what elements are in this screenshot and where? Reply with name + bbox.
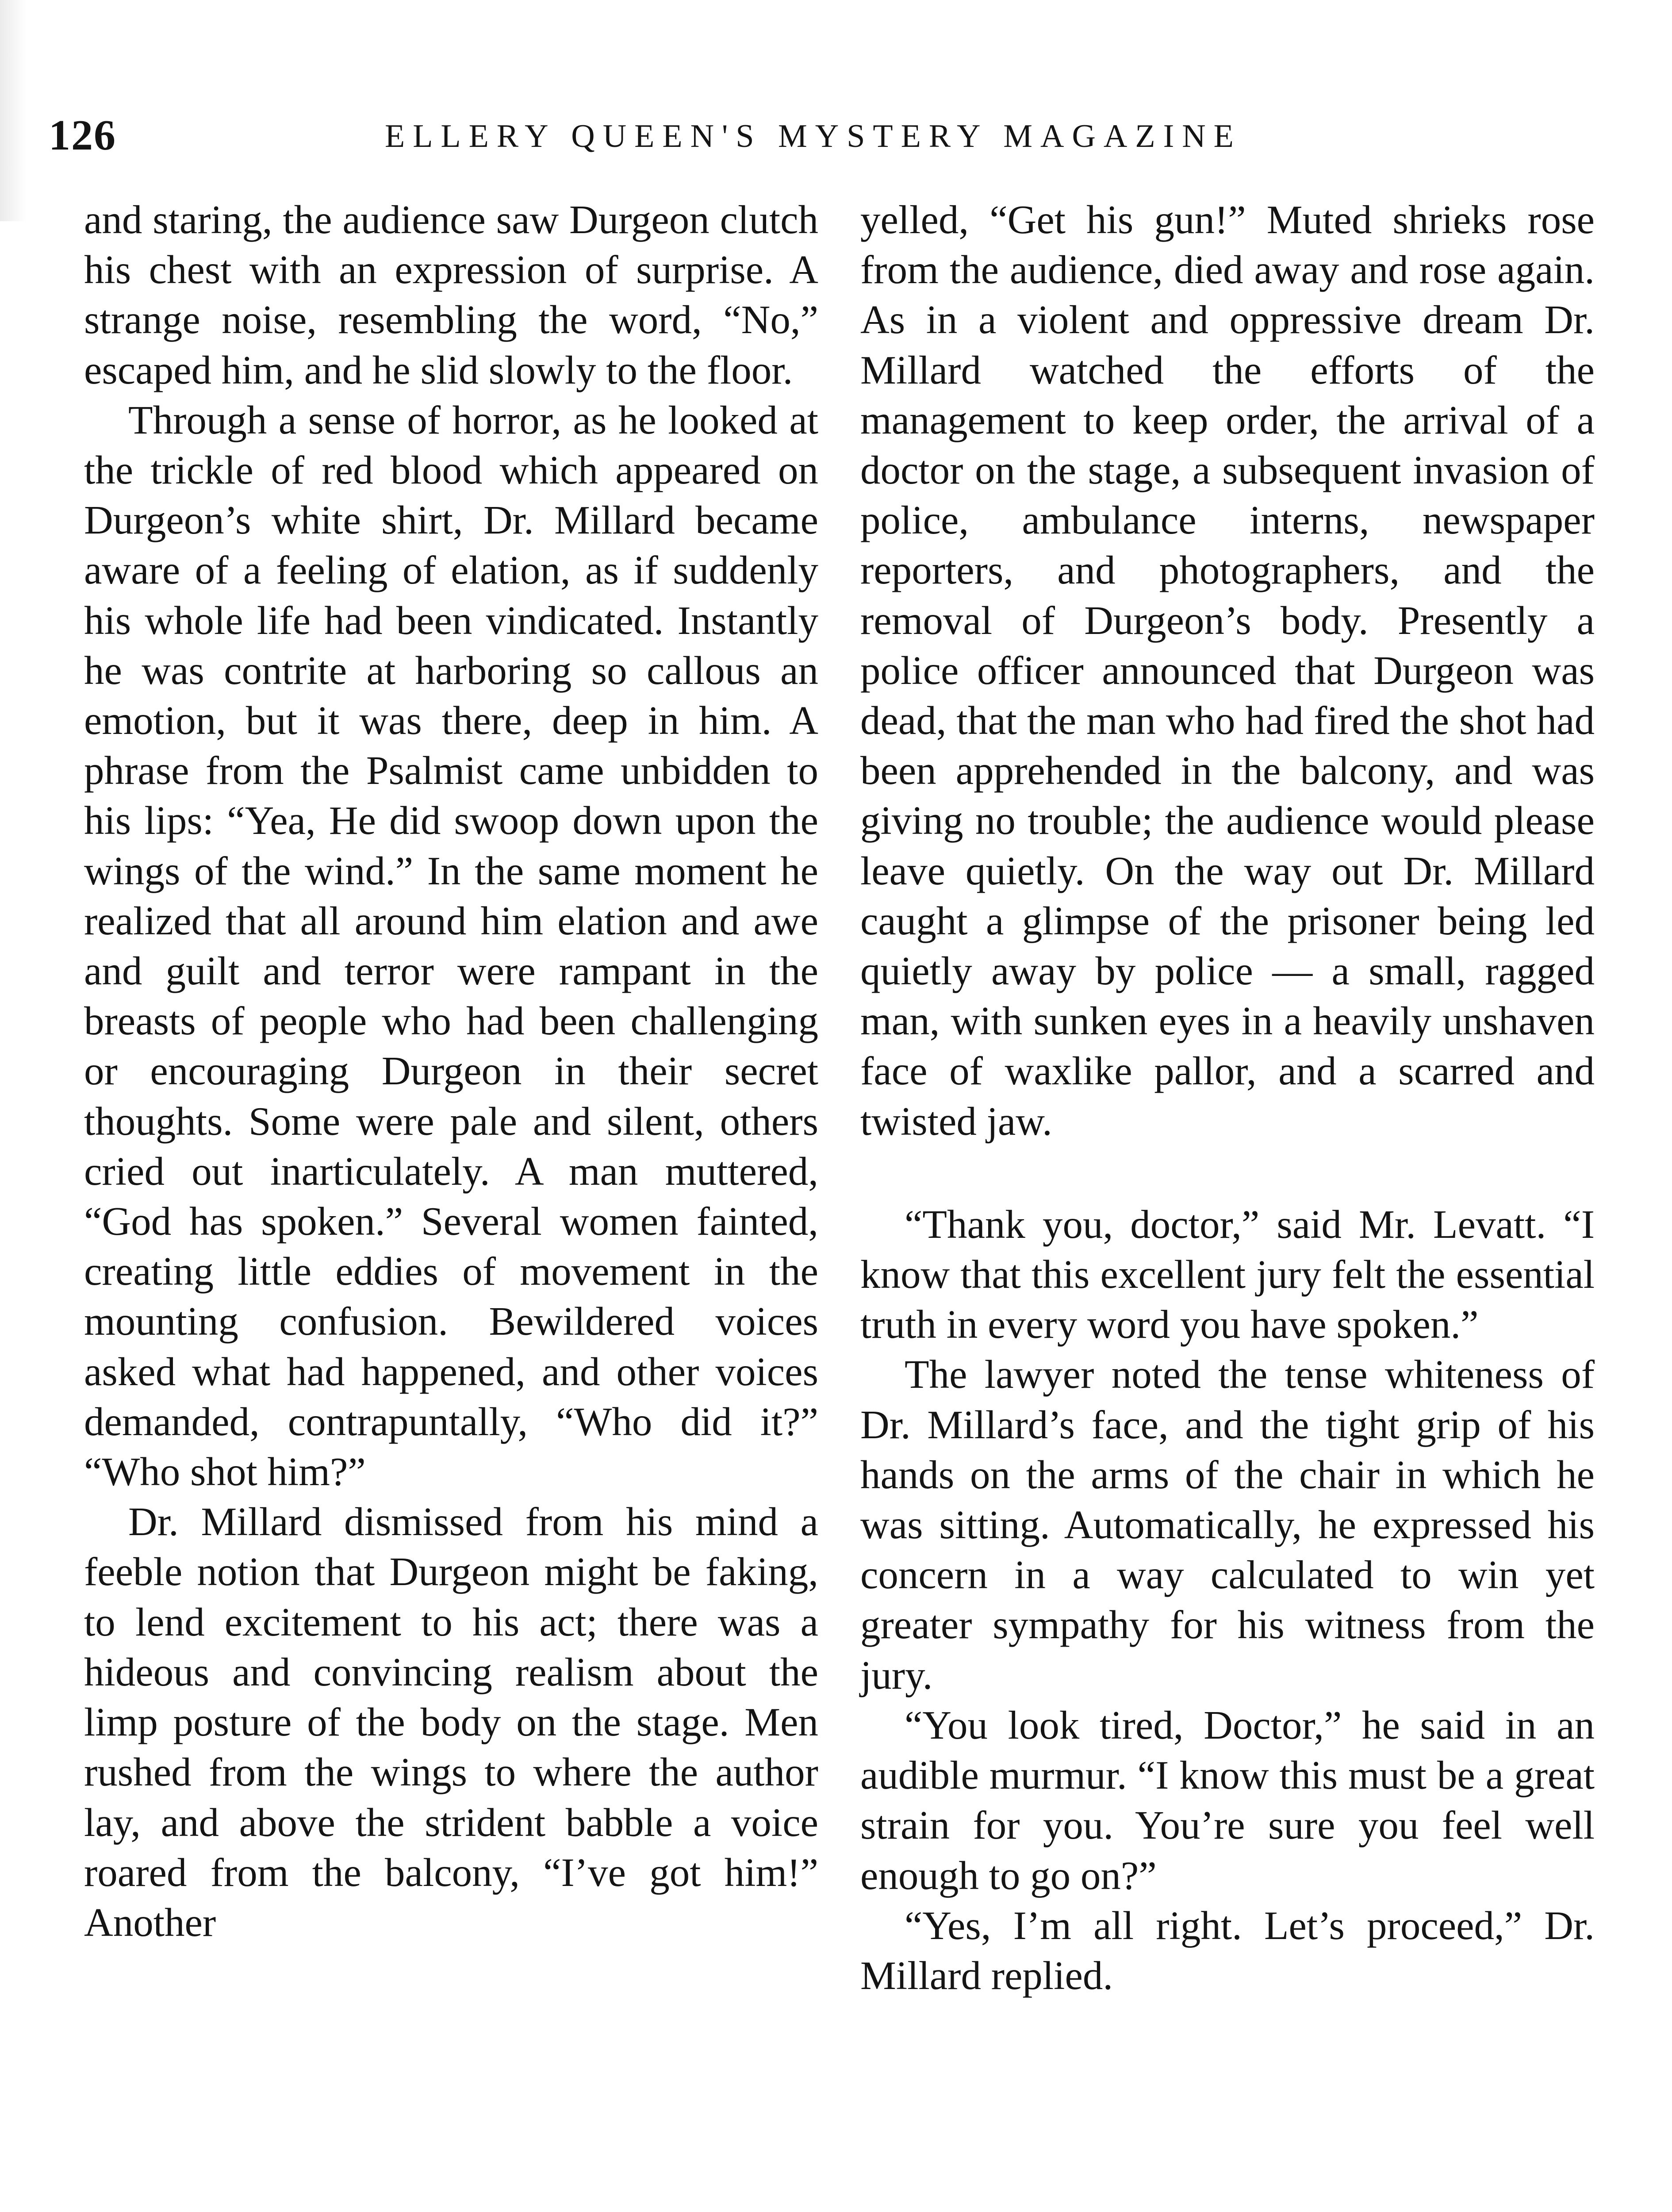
section-break xyxy=(860,1146,1595,1199)
paragraph: yelled, “Get his gun!” Muted shrieks rose from the audience, died away and rose again. As in a violent and oppressive dream Dr. Millard watched the efforts of the management to keep order, the arrival of a doctor on the stage, a subsequent invasion of police, ambulance interns, newspaper reporters, and photographers, and the removal of Durgeon’s body. Presently a police officer announced that Durgeon was dead, that the man who had fired the shot had been apprehended in the balcony, and was giving no trouble; the audience would please leave quietly. On the way out Dr. Millard caught a glimpse of the prisoner being led quietly away by police — a small, ragged man, with sunken eyes in a heavily unshaven face of waxlike pallor, and a scarred and twisted jaw. xyxy=(860,197,1595,1144)
page-number: 126 xyxy=(49,111,116,159)
paragraph: and staring, the audience saw Durgeon clutch his chest with an expression of surprise. A strange noise, resembling the word, “No,” escaped him, and he slid slowly to the floor. xyxy=(84,197,818,392)
paragraph: “Yes, I’m all right. Let’s proceed,” Dr. Millard replied. xyxy=(860,1903,1595,1998)
right-column xyxy=(860,195,1595,2001)
page-header xyxy=(49,111,1597,164)
paragraph: The lawyer noted the tense whiteness of Dr. Millard’s face, and the tight grip of his hands on the arms of the chair in which he was sitting. Automatically, he expressed his concern in a way calculated to win yet greater sympathy for his witness from the jury. xyxy=(860,1352,1595,1697)
paragraph: “Thank you, doctor,” said Mr. Levatt. “I know that this excellent jury felt the essential truth in every word you have spoken.” xyxy=(860,1202,1595,1347)
binding-shadow xyxy=(0,0,27,221)
running-head: ELLERY QUEEN'S MYSTERY MAGAZINE xyxy=(385,118,1242,154)
left-column xyxy=(84,195,818,1947)
paragraph: Dr. Millard dismissed from his mind a feeble notion that Durgeon might be faking, to lend excitement to his act; there was a hideous and convincing realism about the limp posture of the body on the stage. Men rushed from the wings to where the author lay, and above the strident babble a voice roared from the balcony, “I’ve got him!” Another xyxy=(84,1499,818,1945)
paragraph: Through a sense of horror, as he looked at the trickle of red blood which appeared on Durgeon’s white shirt, Dr. Millard became aware of a feeling of elation, as if suddenly his whole life had been vindicated. Instantly he was contrite at harboring so callous an emotion, but it was there, deep in him. A phrase from the Psalmist came unbidden to his lips: “Yea, He did swoop down upon the wings of the wind.” In the same moment he realized that all around him elation and awe and guilt and terror were rampant in the breasts of people who had been challenging or encouraging Durgeon in their secret thoughts. Some were pale and silent, others cried out inarticulately. A man muttered, “God has spoken.” Several women fainted, creating little eddies of movement in the mounting confusion. Bewildered voices asked what had happened, and other voices demanded, contrapuntally, “Who did it?” “Who shot him?” xyxy=(84,397,818,1494)
paragraph: “You look tired, Doctor,” he said in an audible murmur. “I know this must be a great strain for you. You’re sure you feel well enough to go on?” xyxy=(860,1702,1595,1898)
